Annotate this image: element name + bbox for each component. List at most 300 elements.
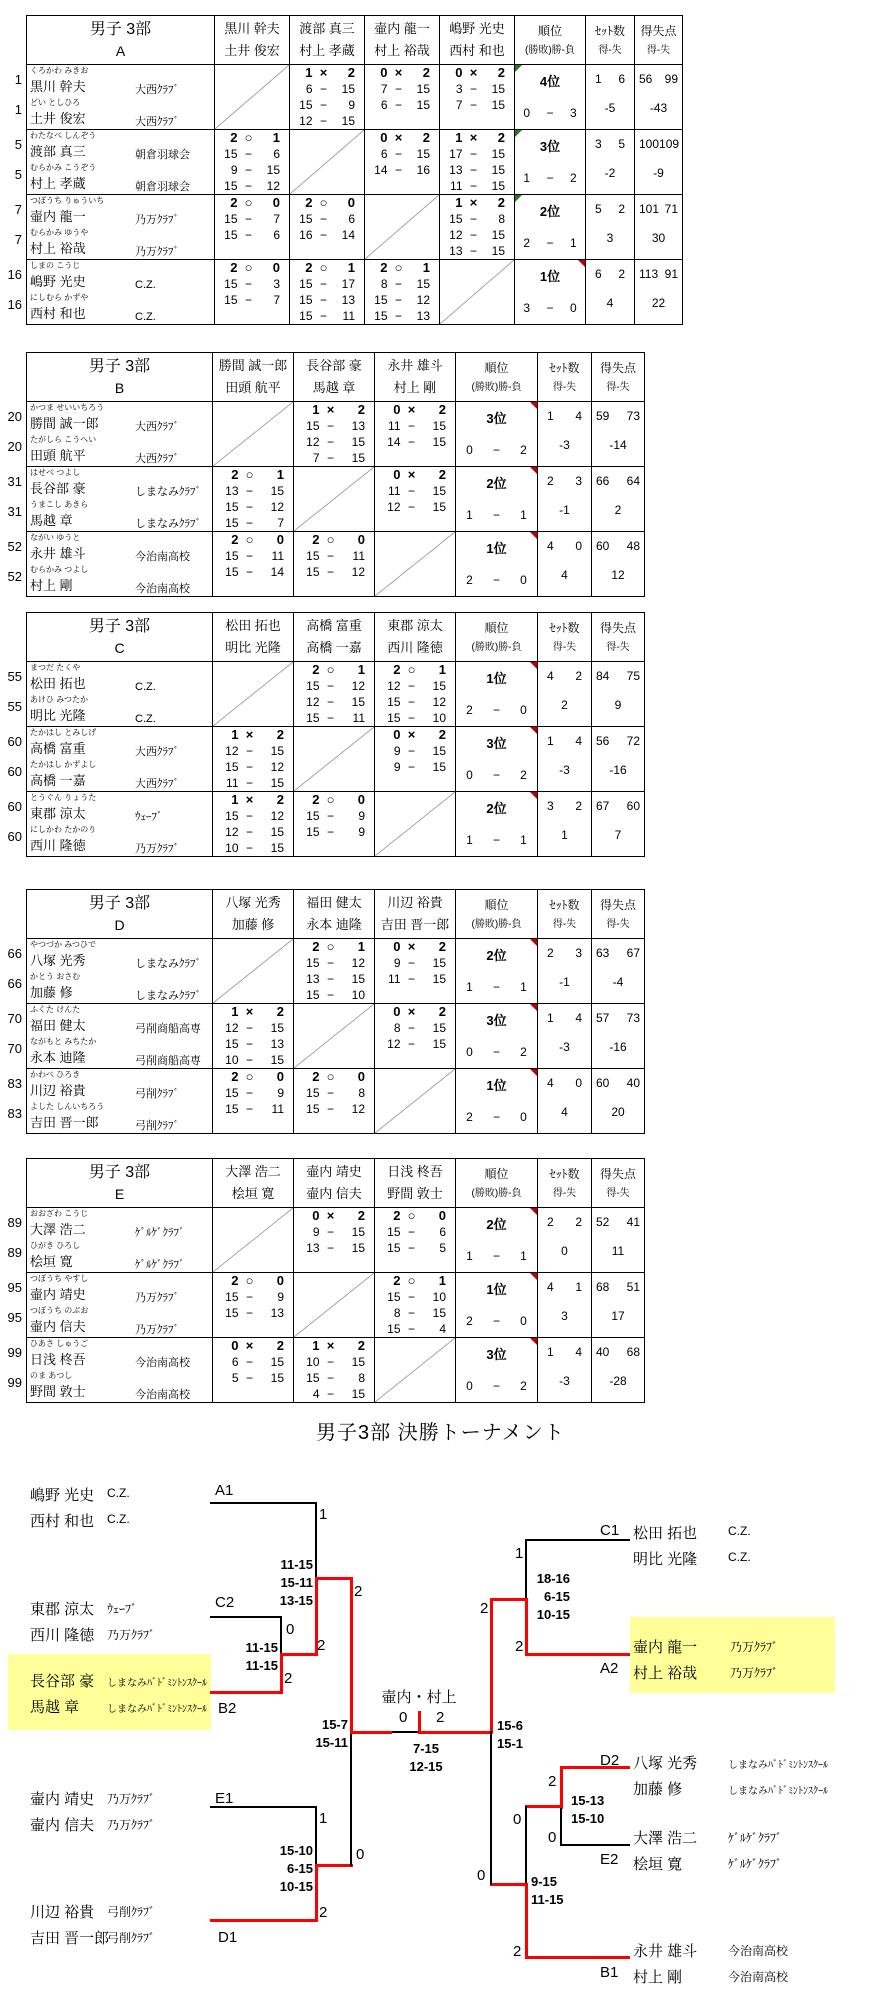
game-points-against: 15 [351, 451, 365, 465]
dash: − [546, 106, 554, 120]
self-diagonal-cell [212, 662, 293, 726]
branch-score: 2 [317, 1637, 326, 1654]
game-score-line [375, 1305, 455, 1321]
sets-cell [537, 662, 591, 726]
match-result-line [375, 1004, 455, 1020]
pair-header-cell [374, 613, 455, 661]
player-name-text: 壷内 龍一 [30, 209, 86, 224]
group-title: 男子 3部 [89, 21, 152, 38]
pair-player-2: 壷内 信夫 [306, 1186, 362, 1201]
game-score-line [365, 292, 439, 308]
game-points-against: 13 [270, 1306, 284, 1320]
dash: − [244, 228, 252, 242]
dash: − [245, 1355, 253, 1369]
sets-won: 2 [305, 195, 313, 210]
sets-diff: -3 [559, 763, 570, 777]
win-loss-line [456, 980, 537, 994]
game-points-against: 4 [439, 1322, 446, 1336]
sets-against: 2 [575, 799, 582, 813]
game-points-against: 15 [351, 1355, 365, 1369]
sets-against: 2 [575, 1215, 582, 1229]
game-points-for: 3 [455, 82, 463, 96]
points-cell [591, 467, 644, 531]
game-points-against: 12 [270, 760, 284, 774]
bracket-club: しまなみﾊﾞﾄﾞﾐﾝﾄﾝｽｸｰﾙ [728, 1786, 828, 1797]
dash: − [319, 293, 327, 307]
branch-score: 0 [286, 1621, 295, 1638]
player-name-text: 野間 敦士 [30, 1384, 86, 1399]
stat-header-line1: 得失点 [599, 361, 636, 375]
sets-for: 4 [547, 539, 554, 553]
points-diff: -9 [653, 166, 664, 180]
dash: − [407, 1306, 415, 1320]
game-score: 10-15 [536, 1607, 570, 1622]
player-name-text: 村上 裕哉 [30, 241, 86, 256]
game-points-for: 15 [306, 565, 320, 579]
sets-against: 6 [618, 72, 625, 86]
player-name [27, 304, 214, 324]
losses: 1 [520, 508, 527, 522]
sets-won: 2 [231, 1069, 239, 1084]
bracket-line [280, 1616, 282, 1656]
player-name-text: 東郡 涼太 [30, 806, 86, 821]
entry-number: 95 [7, 1280, 22, 1295]
sets-for: 4 [547, 669, 554, 683]
match-cell [212, 467, 293, 531]
bracket-player: 西川 隆徳 [30, 1627, 95, 1644]
group-header-row [27, 353, 644, 401]
group-title: 男子 3部 [88, 358, 151, 375]
points-diff: 2 [614, 503, 622, 517]
losses: 3 [569, 106, 577, 120]
dash: − [469, 82, 477, 96]
dash: − [245, 516, 253, 530]
wins: 0 [466, 1379, 473, 1393]
stat-header-line2: 得-失 [552, 382, 577, 393]
pair-player-1: 高橋 富重 [306, 618, 362, 633]
match-result-line [290, 195, 364, 211]
points-line [592, 474, 644, 488]
game-points-against: 16 [416, 163, 430, 177]
player-kana: かつま せいいちろう [30, 403, 105, 412]
bracket-seed-d1: D1 [218, 1929, 238, 1946]
stat-header-line1: 順位 [484, 898, 509, 912]
match-cell [374, 467, 455, 531]
sets-line [538, 1280, 591, 1294]
game-score-line [213, 808, 293, 824]
game-score: 15-10 [279, 1843, 313, 1858]
game-score: 6-15 [543, 1589, 570, 1604]
dash: − [469, 147, 477, 161]
game-points-for: 7 [455, 98, 463, 112]
pair-player-2: 土井 俊宏 [224, 43, 280, 58]
sets-line [538, 539, 591, 553]
sets-won: 0 [393, 467, 401, 482]
points-against: 99 [664, 72, 678, 86]
team-name-cell [27, 532, 212, 596]
pair-player-1: 渡部 真三 [299, 21, 355, 36]
sets-diff: 4 [561, 1105, 568, 1119]
comment-marker-red [530, 532, 537, 539]
game-points-for: 7 [380, 82, 388, 96]
game-score-line [365, 146, 439, 162]
game-points-against: 15 [270, 841, 284, 855]
player-name [27, 511, 212, 531]
player-club: 乃万ｸﾗﾌﾞ [135, 214, 179, 226]
sets-lost: 0 [357, 792, 365, 807]
win-loss-mark: ○ [244, 260, 253, 275]
sets-diff: 4 [606, 296, 614, 310]
pair-player-1: 壷内 龍一 [374, 21, 430, 36]
bracket-line-winner [210, 1691, 280, 1694]
group-table-c [26, 612, 645, 857]
bracket-club: 弓削ｸﾗﾌﾞ [107, 1905, 156, 1919]
team-name-cell [27, 1338, 212, 1402]
player-name-text: 八塚 光秀 [30, 953, 86, 968]
points-line [592, 669, 644, 683]
game-points-against: 15 [270, 1371, 284, 1385]
bracket-line [210, 1502, 315, 1504]
entry-number: 60 [7, 734, 22, 749]
stat-header-line2: (勝敗)勝-負 [471, 1188, 522, 1199]
bracket-line [210, 1616, 280, 1618]
game-score-line [213, 564, 293, 580]
game-score: 15-1 [497, 1736, 524, 1751]
rank-cell [455, 1273, 537, 1337]
match-cell [374, 1273, 455, 1337]
bracket-club: C.Z. [107, 1512, 130, 1526]
player-club: 弓削ｸﾗﾌﾞ [135, 1120, 179, 1132]
points-for: 52 [596, 1215, 610, 1229]
game-score-line [440, 97, 514, 113]
win-loss-line [515, 171, 585, 185]
game-score-line [375, 759, 455, 775]
pair-header-cell [214, 16, 289, 64]
pair-player-1: 日浅 柊吾 [387, 1164, 443, 1179]
game-points-for: 8 [393, 1021, 401, 1035]
sets-against: 4 [575, 409, 582, 423]
game-points-for: 15 [306, 549, 320, 563]
rank-cell [455, 402, 537, 466]
self-diagonal-cell [374, 1338, 455, 1402]
dash: − [407, 695, 415, 709]
player-club: 弓削商船高専 [135, 1023, 201, 1035]
game-points-for: 15 [224, 293, 238, 307]
rank-cell [455, 467, 537, 531]
game-score-line [375, 1289, 455, 1305]
stat-header-sets [537, 613, 591, 661]
player-club: 大西ｸﾗﾌﾞ [135, 116, 179, 128]
game-score-line [294, 710, 374, 726]
team-row [27, 661, 644, 726]
dash: − [394, 147, 402, 161]
game-points-against: 15 [432, 435, 446, 449]
team-row [27, 726, 644, 791]
bracket-line-winner [525, 1884, 528, 1959]
game-points-for: 12 [225, 1021, 239, 1035]
stat-header-rank [455, 353, 537, 401]
game-score-line [213, 743, 293, 759]
game-score-line [294, 1240, 374, 1256]
win-loss-mark: × [394, 130, 403, 145]
game-points-for: 11 [226, 776, 239, 790]
game-score-line [215, 211, 289, 227]
wins: 2 [466, 573, 473, 587]
game-points-against: 6 [348, 212, 355, 226]
game-points-for: 15 [299, 293, 313, 307]
game-points-for: 4 [312, 1387, 320, 1401]
game-score-line [375, 1224, 455, 1240]
team-row [27, 129, 682, 194]
game-score-line [294, 824, 374, 840]
game-points-for: 15 [224, 212, 238, 226]
game-points-for: 15 [225, 516, 239, 530]
sets-against: 5 [618, 137, 625, 151]
entry-number: 5 [14, 137, 22, 152]
sets-lost: 2 [438, 402, 446, 417]
player-name [27, 771, 212, 791]
game-points-against: 15 [351, 972, 365, 986]
points-cell [591, 662, 644, 726]
player-name-text: 長谷部 豪 [30, 481, 86, 496]
pair-header-cell [212, 353, 293, 401]
game-score-line [294, 418, 374, 434]
player-club: 乃万ｸﾗﾌﾞ [135, 1324, 179, 1336]
points-cell [634, 130, 682, 194]
bracket-line-winner [350, 1731, 392, 1734]
match-result-line [375, 727, 455, 743]
team-name-cell [27, 1273, 212, 1337]
sets-line [586, 137, 634, 151]
comment-marker-red [530, 402, 537, 409]
game-points-against: 6 [273, 228, 280, 242]
game-score-line [294, 1224, 374, 1240]
team-row [27, 531, 644, 596]
player-name [27, 77, 214, 97]
dash: − [407, 419, 415, 433]
sets-won: 2 [230, 130, 238, 145]
dash: − [326, 1241, 334, 1255]
player-name-text: 明比 光隆 [30, 708, 86, 723]
points-cell [591, 1273, 644, 1337]
entry-number: 70 [7, 1041, 22, 1056]
player-club: しまなみｸﾗﾌﾞ [135, 990, 201, 1002]
points-for: 68 [596, 1280, 610, 1294]
player-name-text: 加藤 修 [30, 985, 73, 1000]
dash: − [319, 98, 327, 112]
sets-won: 1 [231, 1004, 239, 1019]
game-points-against: 15 [432, 1021, 446, 1035]
player-name-text: 田頭 航平 [30, 448, 86, 463]
rank-cell [455, 1208, 537, 1272]
sets-lost: 0 [357, 1069, 365, 1084]
win-loss-mark: × [326, 402, 335, 417]
rank-cell [514, 130, 585, 194]
dash: − [326, 695, 334, 709]
team-row [27, 938, 644, 1003]
win-loss-line [456, 1249, 537, 1263]
game-score-line [440, 162, 514, 178]
losses: 2 [520, 768, 527, 782]
game-score: 15-11 [280, 1575, 313, 1590]
win-loss-line [456, 833, 537, 847]
dash: − [326, 972, 334, 986]
group-title: 男子 3部 [88, 1164, 151, 1181]
player-club: 乃万ｸﾗﾌﾞ [135, 843, 179, 855]
comment-marker-red [530, 1004, 537, 1011]
stat-header-line1: 順位 [537, 24, 562, 38]
player-name-text: 渡部 真三 [30, 144, 86, 159]
dash: − [245, 776, 253, 790]
pair-header-cell [212, 613, 293, 661]
game-score-line [290, 211, 364, 227]
win-loss-line [456, 573, 537, 587]
player-name [27, 446, 212, 466]
game-points-against: 8 [498, 212, 505, 226]
points-diff: 17 [611, 1309, 625, 1323]
tournament-title: 男子3部 決勝トーナメント [316, 1422, 565, 1444]
sets-won: 1 [312, 1338, 320, 1353]
sets-line [538, 734, 591, 748]
wins: 0 [466, 443, 473, 457]
sets-lost: 0 [347, 195, 355, 210]
dash: − [546, 171, 554, 185]
sets-won: 2 [312, 662, 320, 677]
game-points-for: 13 [306, 1241, 320, 1255]
group-title-cell [27, 1159, 212, 1207]
match-cell [374, 1208, 455, 1272]
game-points-against: 15 [491, 163, 505, 177]
game-points-for: 15 [225, 1306, 239, 1320]
bracket-line-winner [210, 1919, 315, 1922]
group-title: 男子 3部 [88, 618, 151, 635]
game-points-against: 15 [341, 82, 355, 96]
game-points-for: 16 [299, 228, 313, 242]
player-name-text: 村上 剛 [30, 578, 73, 593]
sets-line [538, 799, 591, 813]
losses: 2 [520, 1379, 527, 1393]
bracket-seed-c1: C1 [600, 1522, 620, 1539]
player-kana: たかはし かずよし [30, 760, 97, 769]
player-club: しまなみｸﾗﾌﾞ [135, 958, 201, 970]
sets-lost: 2 [497, 65, 505, 80]
bracket-seed-d2: D2 [600, 1752, 620, 1769]
game-points-for: 12 [387, 1037, 401, 1051]
losses: 2 [520, 1045, 527, 1059]
sets-cell [537, 1069, 591, 1133]
dash: − [245, 1306, 253, 1320]
bracket-player: 加藤 修 [633, 1781, 683, 1798]
pair-header-cell [293, 1159, 374, 1207]
points-for: 40 [596, 1345, 610, 1359]
pair-player-2: 田頭 航平 [225, 380, 281, 395]
dash: − [326, 988, 334, 1002]
comment-marker-red [530, 727, 537, 734]
bracket-seed-b1: B1 [600, 1964, 619, 1981]
match-game-scores [531, 1873, 611, 1909]
comment-marker-green [515, 130, 522, 137]
game-points-against: 14 [270, 565, 284, 579]
points-for: 113 [639, 267, 659, 281]
game-points-against: 11 [342, 309, 355, 323]
rank-label: 2位 [486, 476, 507, 491]
game-score-line [375, 955, 455, 971]
game-score-line [213, 1020, 293, 1036]
bracket-club: しまなみﾊﾞﾄﾞﾐﾝﾄﾝｽｸｰﾙ [107, 1678, 207, 1689]
game-points-for: 15 [306, 825, 320, 839]
sets-won: 2 [230, 260, 238, 275]
sets-lost: 2 [438, 939, 446, 954]
sets-against: 2 [575, 669, 582, 683]
pair-player-2: 桧垣 寛 [231, 1186, 275, 1201]
stat-header-line1: 得失点 [640, 24, 677, 38]
player-kana: くろかわ みきお [30, 66, 89, 75]
win-loss-mark: ○ [326, 662, 335, 677]
stat-header-line2: 得-失 [552, 919, 577, 930]
stat-header-sets [585, 16, 634, 64]
points-diff: 11 [611, 1244, 625, 1258]
game-points-for: 13 [225, 484, 239, 498]
player-name-text: 永井 雄斗 [30, 546, 86, 561]
player-club: 今治南高校 [135, 1357, 190, 1369]
entry-number: 1 [14, 72, 22, 87]
win-loss-mark: × [319, 65, 328, 80]
match-cell [374, 939, 455, 1003]
win-loss-mark: × [407, 467, 416, 482]
points-diff: -4 [612, 975, 624, 989]
player-club: 今治南高校 [135, 1389, 190, 1401]
group-letter: E [114, 1186, 125, 1202]
match-result-line [294, 1208, 374, 1224]
sets-won: 2 [312, 1069, 320, 1084]
pair-header-cell [293, 890, 374, 938]
entry-number: 60 [7, 764, 22, 779]
group-title-cell [27, 613, 212, 661]
dash: − [319, 82, 327, 96]
bracket-line [392, 1731, 419, 1733]
dash: − [407, 1241, 415, 1255]
stat-header-line1: ｾｯﾄ数 [549, 621, 580, 635]
comment-marker-green [515, 65, 522, 72]
team-name-cell [27, 195, 214, 259]
game-points-for: 15 [306, 1102, 320, 1116]
player-name [27, 1382, 212, 1402]
entry-number: 83 [7, 1076, 22, 1091]
match-cell [214, 260, 289, 324]
sets-lost: 1 [357, 662, 365, 677]
sets-diff: 0 [561, 1244, 568, 1258]
points-against: 64 [626, 474, 640, 488]
branch-score: 0 [477, 1867, 486, 1884]
pair-player-1: 長谷部 豪 [306, 358, 362, 373]
game-score-line [213, 775, 293, 791]
match-game-scores [233, 1842, 313, 1896]
game-points-against: 9 [358, 825, 365, 839]
sets-cell [537, 1338, 591, 1402]
points-diff: 7 [614, 828, 622, 842]
stat-header-line2: (勝敗)勝-負 [471, 382, 522, 393]
self-diagonal-cell [439, 260, 514, 324]
pair-player-1: 松田 拓也 [225, 618, 281, 633]
game-score: 9-15 [531, 1874, 558, 1889]
player-club: 大西ｸﾗﾌﾞ [135, 421, 179, 433]
tournament-bracket [0, 1460, 881, 2000]
game-score-line [375, 694, 455, 710]
self-diagonal-cell [364, 195, 439, 259]
wins: 0 [466, 1045, 473, 1059]
points-against: 60 [626, 799, 640, 813]
player-name-text: 日浅 柊吾 [30, 1352, 86, 1367]
